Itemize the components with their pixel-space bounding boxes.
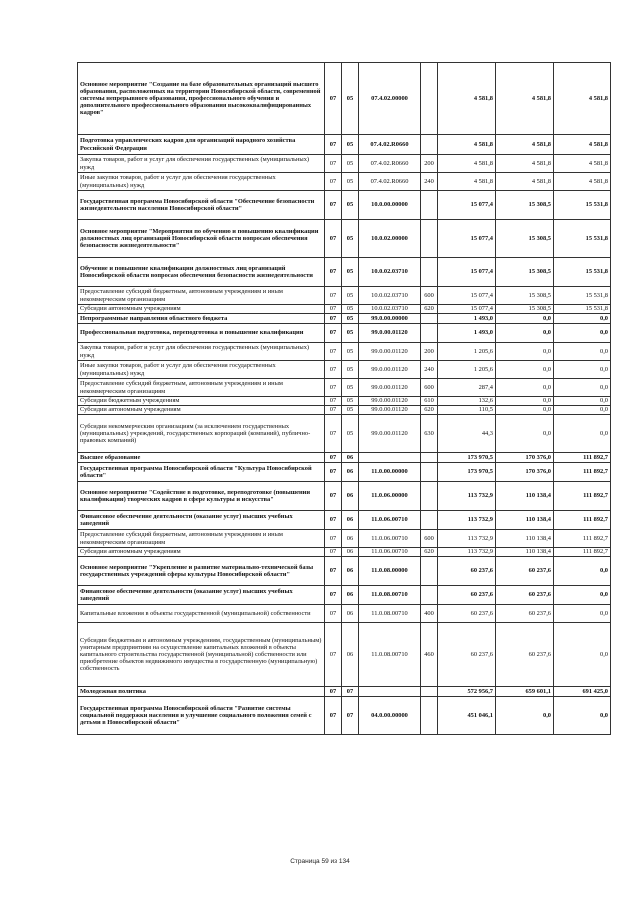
table-row — [78, 361, 611, 379]
row-name: Субсидии некоммерческим организациям (за исключением государственных (муниципальных) учреждений, государственных корпораций (компаний), публично-правовых компаний) — [78, 415, 325, 453]
target-article-code: 10.0.02.03710 — [359, 258, 421, 287]
subsection-code: 05 — [342, 343, 359, 361]
amount-year-2: 15 308,5 — [496, 258, 554, 287]
amount-year-2: 4 581,8 — [496, 173, 554, 191]
amount-year-1: 15 077,4 — [438, 220, 496, 258]
amount-year-2: 0,0 — [496, 406, 554, 415]
row-name: Государственная программа Новосибирской области "Культура Новосибирской области" — [78, 463, 325, 482]
expense-type-code — [421, 463, 438, 482]
target-article-code: 99.0.00.01120 — [359, 406, 421, 415]
row-name: Высшее образование — [78, 453, 325, 463]
amount-year-3: 0,0 — [554, 415, 611, 453]
expense-type-code — [421, 511, 438, 530]
amount-year-2: 0,0 — [496, 324, 554, 343]
amount-year-2: 110 138,4 — [496, 482, 554, 511]
table-row — [78, 379, 611, 397]
row-name: Государственная программа Новосибирской области "Развитие системы социальной поддержки населения и улучшение социального положения семей с детьми в Новосибирской области" — [78, 697, 325, 735]
amount-year-1: 572 956,7 — [438, 687, 496, 697]
amount-year-3: 0,0 — [554, 379, 611, 397]
amount-year-2: 15 308,5 — [496, 305, 554, 314]
page-footer: Страница 59 из 134 — [290, 858, 350, 865]
section-code: 07 — [325, 697, 342, 735]
target-article-code: 11.0.06.00710 — [359, 548, 421, 557]
table-row — [78, 415, 611, 453]
target-article-code: 07.4.02.R0660 — [359, 155, 421, 173]
subsection-code: 06 — [342, 605, 359, 623]
target-article-code: 04.0.00.00000 — [359, 697, 421, 735]
amount-year-2: 0,0 — [496, 379, 554, 397]
expense-type-code — [421, 324, 438, 343]
section-code: 07 — [325, 482, 342, 511]
section-code: 07 — [325, 548, 342, 557]
section-code: 07 — [325, 687, 342, 697]
amount-year-3: 4 581,8 — [554, 135, 611, 155]
expense-type-code — [421, 482, 438, 511]
expense-type-code — [421, 453, 438, 463]
amount-year-1: 132,6 — [438, 397, 496, 406]
expense-type-code: 400 — [421, 605, 438, 623]
amount-year-1: 15 077,4 — [438, 258, 496, 287]
section-code: 07 — [325, 406, 342, 415]
amount-year-3: 0,0 — [554, 324, 611, 343]
target-article-code: 07.4.02.R0660 — [359, 173, 421, 191]
amount-year-3: 111 892,7 — [554, 511, 611, 530]
amount-year-3: 691 425,0 — [554, 687, 611, 697]
section-code: 07 — [325, 557, 342, 586]
row-name: Закупка товаров, работ и услуг для обеспечения государственных (муниципальных) нужд — [78, 343, 325, 361]
amount-year-2: 60 237,6 — [496, 605, 554, 623]
amount-year-1: 60 237,6 — [438, 557, 496, 586]
amount-year-3: 0,0 — [554, 623, 611, 687]
subsection-code: 05 — [342, 135, 359, 155]
table-row — [78, 406, 611, 415]
amount-year-1: 60 237,6 — [438, 586, 496, 605]
amount-year-1: 15 077,4 — [438, 191, 496, 220]
expense-type-code — [421, 557, 438, 586]
subsection-code: 05 — [342, 258, 359, 287]
table-row — [78, 305, 611, 314]
expense-type-code — [421, 314, 438, 324]
target-article-code: 10.0.02.03710 — [359, 287, 421, 305]
subsection-code: 05 — [342, 379, 359, 397]
expense-type-code: 620 — [421, 548, 438, 557]
subsection-code: 06 — [342, 623, 359, 687]
amount-year-2: 170 376,0 — [496, 463, 554, 482]
budget-table-container — [77, 62, 610, 735]
subsection-code: 05 — [342, 220, 359, 258]
amount-year-2: 0,0 — [496, 343, 554, 361]
row-name: Предоставление субсидий бюджетным, автономным учреждениям и иным некоммерческим организациям — [78, 530, 325, 548]
amount-year-2: 4 581,8 — [496, 135, 554, 155]
amount-year-2: 170 376,0 — [496, 453, 554, 463]
table-row — [78, 343, 611, 361]
table-row — [78, 605, 611, 623]
amount-year-2: 15 308,5 — [496, 287, 554, 305]
row-name: Субсидии бюджетным учреждениям — [78, 397, 325, 406]
amount-year-3: 4 581,8 — [554, 155, 611, 173]
subsection-code: 06 — [342, 530, 359, 548]
section-code: 07 — [325, 135, 342, 155]
amount-year-3: 111 892,7 — [554, 453, 611, 463]
row-name: Основное мероприятие "Создание на базе образовательных организаций высшего образования, расположенных на территории Новосибирской области, современной системы непрерывного образования, профессионального обучения и дополнительного профессионального образования высококвалифицированных кадров" — [78, 63, 325, 135]
table-row — [78, 482, 611, 511]
subsection-code: 07 — [342, 697, 359, 735]
expense-type-code: 600 — [421, 287, 438, 305]
expense-type-code: 240 — [421, 361, 438, 379]
expense-type-code: 610 — [421, 397, 438, 406]
budget-table-body — [78, 63, 611, 735]
amount-year-1: 4 581,8 — [438, 135, 496, 155]
section-code: 07 — [325, 191, 342, 220]
table-row — [78, 63, 611, 135]
row-name: Основное мероприятие "Содействие в подготовке, переподготовке (повышении квалификации) творческих кадров в сфере культуры и искусства" — [78, 482, 325, 511]
row-name: Субсидии автономным учреждениям — [78, 406, 325, 415]
target-article-code: 99.0.00.01120 — [359, 379, 421, 397]
section-code: 07 — [325, 511, 342, 530]
row-name: Основное мероприятие "Мероприятия по обучению и повышению квалификации должностных лиц организаций Новосибирской области вопросам обеспечения безопасности жизнедеятельности" — [78, 220, 325, 258]
section-code: 07 — [325, 173, 342, 191]
expense-type-code — [421, 258, 438, 287]
amount-year-1: 1 205,6 — [438, 361, 496, 379]
amount-year-1: 44,3 — [438, 415, 496, 453]
row-name: Субсидии автономным учреждениям — [78, 548, 325, 557]
section-code: 07 — [325, 324, 342, 343]
amount-year-3: 0,0 — [554, 343, 611, 361]
target-article-code: 99.0.00.01120 — [359, 397, 421, 406]
target-article-code — [359, 687, 421, 697]
table-row — [78, 697, 611, 735]
target-article-code: 11.0.08.00000 — [359, 557, 421, 586]
table-row — [78, 220, 611, 258]
subsection-code: 06 — [342, 453, 359, 463]
subsection-code: 05 — [342, 415, 359, 453]
expense-type-code: 600 — [421, 379, 438, 397]
subsection-code: 06 — [342, 548, 359, 557]
amount-year-1: 113 732,9 — [438, 548, 496, 557]
amount-year-1: 287,4 — [438, 379, 496, 397]
amount-year-2: 0,0 — [496, 697, 554, 735]
subsection-code: 06 — [342, 482, 359, 511]
table-row — [78, 511, 611, 530]
amount-year-2: 0,0 — [496, 361, 554, 379]
amount-year-2: 110 138,4 — [496, 511, 554, 530]
subsection-code: 05 — [342, 361, 359, 379]
subsection-code: 06 — [342, 511, 359, 530]
section-code: 07 — [325, 155, 342, 173]
subsection-code: 05 — [342, 287, 359, 305]
row-name: Непрограммные направления областного бюджета — [78, 314, 325, 324]
target-article-code: 10.0.02.00000 — [359, 220, 421, 258]
table-row — [78, 453, 611, 463]
section-code: 07 — [325, 361, 342, 379]
table-row — [78, 530, 611, 548]
amount-year-2: 60 237,6 — [496, 557, 554, 586]
target-article-code: 10.0.02.03710 — [359, 305, 421, 314]
table-row — [78, 191, 611, 220]
amount-year-2: 4 581,8 — [496, 155, 554, 173]
target-article-code: 11.0.08.00710 — [359, 605, 421, 623]
section-code: 07 — [325, 453, 342, 463]
amount-year-1: 4 581,8 — [438, 155, 496, 173]
subsection-code: 05 — [342, 406, 359, 415]
amount-year-3: 15 531,8 — [554, 258, 611, 287]
amount-year-2: 659 601,1 — [496, 687, 554, 697]
amount-year-1: 60 237,6 — [438, 623, 496, 687]
table-row — [78, 287, 611, 305]
table-row — [78, 623, 611, 687]
amount-year-3: 111 892,7 — [554, 482, 611, 511]
amount-year-1: 60 237,6 — [438, 605, 496, 623]
amount-year-3: 111 892,7 — [554, 548, 611, 557]
expense-type-code: 200 — [421, 155, 438, 173]
section-code: 07 — [325, 463, 342, 482]
row-name: Иные закупки товаров, работ и услуг для обеспечения государственных (муниципальных) нужд — [78, 361, 325, 379]
section-code: 07 — [325, 343, 342, 361]
row-name: Финансовое обеспечение деятельности (оказание услуг) высших учебных заведений — [78, 511, 325, 530]
row-name: Профессиональная подготовка, переподготовка и повышение квалификации — [78, 324, 325, 343]
amount-year-2: 0,0 — [496, 314, 554, 324]
section-code: 07 — [325, 287, 342, 305]
amount-year-1: 113 732,9 — [438, 530, 496, 548]
section-code: 07 — [325, 220, 342, 258]
amount-year-2: 60 237,6 — [496, 586, 554, 605]
table-row — [78, 548, 611, 557]
expense-type-code: 620 — [421, 406, 438, 415]
amount-year-1: 1 493,0 — [438, 314, 496, 324]
table-row — [78, 463, 611, 482]
amount-year-3: 0,0 — [554, 586, 611, 605]
table-row — [78, 687, 611, 697]
amount-year-3: 0,0 — [554, 406, 611, 415]
expense-type-code — [421, 687, 438, 697]
section-code: 07 — [325, 63, 342, 135]
row-name: Предоставление субсидий бюджетным, автономным учреждениям и иным некоммерческим организациям — [78, 379, 325, 397]
amount-year-3: 111 892,7 — [554, 463, 611, 482]
target-article-code: 11.0.08.00710 — [359, 586, 421, 605]
section-code: 07 — [325, 415, 342, 453]
row-name: Капитальные вложения в объекты государственной (муниципальной) собственности — [78, 605, 325, 623]
amount-year-3: 111 892,7 — [554, 530, 611, 548]
target-article-code: 11.0.06.00710 — [359, 511, 421, 530]
amount-year-1: 15 077,4 — [438, 305, 496, 314]
target-article-code — [359, 453, 421, 463]
expense-type-code: 620 — [421, 305, 438, 314]
target-article-code: 07.4.02.R0660 — [359, 135, 421, 155]
table-row — [78, 314, 611, 324]
section-code: 07 — [325, 605, 342, 623]
expense-type-code — [421, 697, 438, 735]
subsection-code: 06 — [342, 463, 359, 482]
section-code: 07 — [325, 258, 342, 287]
subsection-code: 05 — [342, 305, 359, 314]
table-row — [78, 557, 611, 586]
target-article-code: 11.0.00.00000 — [359, 463, 421, 482]
amount-year-1: 113 732,9 — [438, 511, 496, 530]
subsection-code: 05 — [342, 314, 359, 324]
table-row — [78, 586, 611, 605]
expense-type-code — [421, 220, 438, 258]
target-article-code: 11.0.08.00710 — [359, 623, 421, 687]
target-article-code: 99.0.00.01120 — [359, 343, 421, 361]
amount-year-3: 0,0 — [554, 397, 611, 406]
section-code: 07 — [325, 305, 342, 314]
subsection-code: 05 — [342, 191, 359, 220]
subsection-code: 05 — [342, 155, 359, 173]
amount-year-3: 4 581,8 — [554, 63, 611, 135]
subsection-code: 07 — [342, 687, 359, 697]
amount-year-2: 60 237,6 — [496, 623, 554, 687]
amount-year-3: 0,0 — [554, 697, 611, 735]
table-row — [78, 155, 611, 173]
expense-type-code: 630 — [421, 415, 438, 453]
target-article-code: 11.0.06.00000 — [359, 482, 421, 511]
subsection-code: 05 — [342, 397, 359, 406]
row-name: Субсидии автономным учреждениям — [78, 305, 325, 314]
section-code: 07 — [325, 623, 342, 687]
section-code: 07 — [325, 314, 342, 324]
amount-year-3: 0,0 — [554, 361, 611, 379]
row-name: Молодежная политика — [78, 687, 325, 697]
amount-year-1: 173 970,5 — [438, 463, 496, 482]
target-article-code: 99.0.00.01120 — [359, 324, 421, 343]
subsection-code: 05 — [342, 324, 359, 343]
amount-year-3: 15 531,8 — [554, 305, 611, 314]
amount-year-2: 15 308,5 — [496, 220, 554, 258]
expense-type-code — [421, 586, 438, 605]
subsection-code: 06 — [342, 557, 359, 586]
target-article-code: 99.0.00.00000 — [359, 314, 421, 324]
amount-year-1: 4 581,8 — [438, 63, 496, 135]
subsection-code: 05 — [342, 173, 359, 191]
target-article-code: 07.4.02.00000 — [359, 63, 421, 135]
row-name: Предоставление субсидий бюджетным, автономным учреждениям и иным некоммерческим организациям — [78, 287, 325, 305]
subsection-code: 06 — [342, 586, 359, 605]
amount-year-3: 15 531,8 — [554, 287, 611, 305]
table-row — [78, 135, 611, 155]
target-article-code: 99.0.00.01120 — [359, 415, 421, 453]
amount-year-2: 110 138,4 — [496, 530, 554, 548]
section-code: 07 — [325, 530, 342, 548]
amount-year-2: 4 581,8 — [496, 63, 554, 135]
expense-type-code — [421, 63, 438, 135]
expense-type-code — [421, 135, 438, 155]
expense-type-code: 600 — [421, 530, 438, 548]
amount-year-1: 110,5 — [438, 406, 496, 415]
table-row — [78, 324, 611, 343]
row-name: Субсидии бюджетным и автономным учреждениям, государственным (муниципальным) унитарным предприятиям на осуществление капитальных вложений в объекты капитального строительства государственной (муниципальной) собственности или приобретение объектов недвижимого имущества в государственную (муниципальную) собственность — [78, 623, 325, 687]
row-name: Основное мероприятие "Укрепление и развитие материально-технической базы государственных учреждений сферы культуры Новосибирской области" — [78, 557, 325, 586]
row-name: Иные закупки товаров, работ и услуг для обеспечения государственных (муниципальных) нужд — [78, 173, 325, 191]
row-name: Закупка товаров, работ и услуг для обеспечения государственных (муниципальных) нужд — [78, 155, 325, 173]
row-name: Подготовка управленческих кадров для организаций народного хозяйства Российской Федерации — [78, 135, 325, 155]
amount-year-2: 110 138,4 — [496, 548, 554, 557]
expense-type-code: 460 — [421, 623, 438, 687]
amount-year-1: 451 046,1 — [438, 697, 496, 735]
amount-year-1: 113 732,9 — [438, 482, 496, 511]
amount-year-2: 15 308,5 — [496, 191, 554, 220]
table-row — [78, 397, 611, 406]
section-code: 07 — [325, 379, 342, 397]
amount-year-3: 15 531,8 — [554, 191, 611, 220]
amount-year-3: 15 531,8 — [554, 220, 611, 258]
subsection-code: 05 — [342, 63, 359, 135]
target-article-code: 99.0.00.01120 — [359, 361, 421, 379]
expense-type-code — [421, 191, 438, 220]
row-name: Государственная программа Новосибирской области "Обеспечение безопасности жизнедеятельности населения Новосибирской области" — [78, 191, 325, 220]
target-article-code: 11.0.06.00710 — [359, 530, 421, 548]
row-name: Обучение и повышение квалификации должностных лиц организаций Новосибирской области вопросам обеспечения безопасности жизнедеятельности — [78, 258, 325, 287]
amount-year-3: 0,0 — [554, 314, 611, 324]
row-name: Финансовое обеспечение деятельности (оказание услуг) высших учебных заведений — [78, 586, 325, 605]
expense-type-code: 240 — [421, 173, 438, 191]
amount-year-2: 0,0 — [496, 397, 554, 406]
section-code: 07 — [325, 397, 342, 406]
table-row — [78, 258, 611, 287]
amount-year-3: 0,0 — [554, 557, 611, 586]
amount-year-3: 4 581,8 — [554, 173, 611, 191]
amount-year-1: 15 077,4 — [438, 287, 496, 305]
amount-year-2: 0,0 — [496, 415, 554, 453]
expense-type-code: 200 — [421, 343, 438, 361]
amount-year-1: 173 970,5 — [438, 453, 496, 463]
amount-year-1: 1 205,6 — [438, 343, 496, 361]
target-article-code: 10.0.00.00000 — [359, 191, 421, 220]
amount-year-1: 1 493,0 — [438, 324, 496, 343]
section-code: 07 — [325, 586, 342, 605]
amount-year-3: 0,0 — [554, 605, 611, 623]
budget-table — [77, 62, 611, 735]
table-row — [78, 173, 611, 191]
amount-year-1: 4 581,8 — [438, 173, 496, 191]
